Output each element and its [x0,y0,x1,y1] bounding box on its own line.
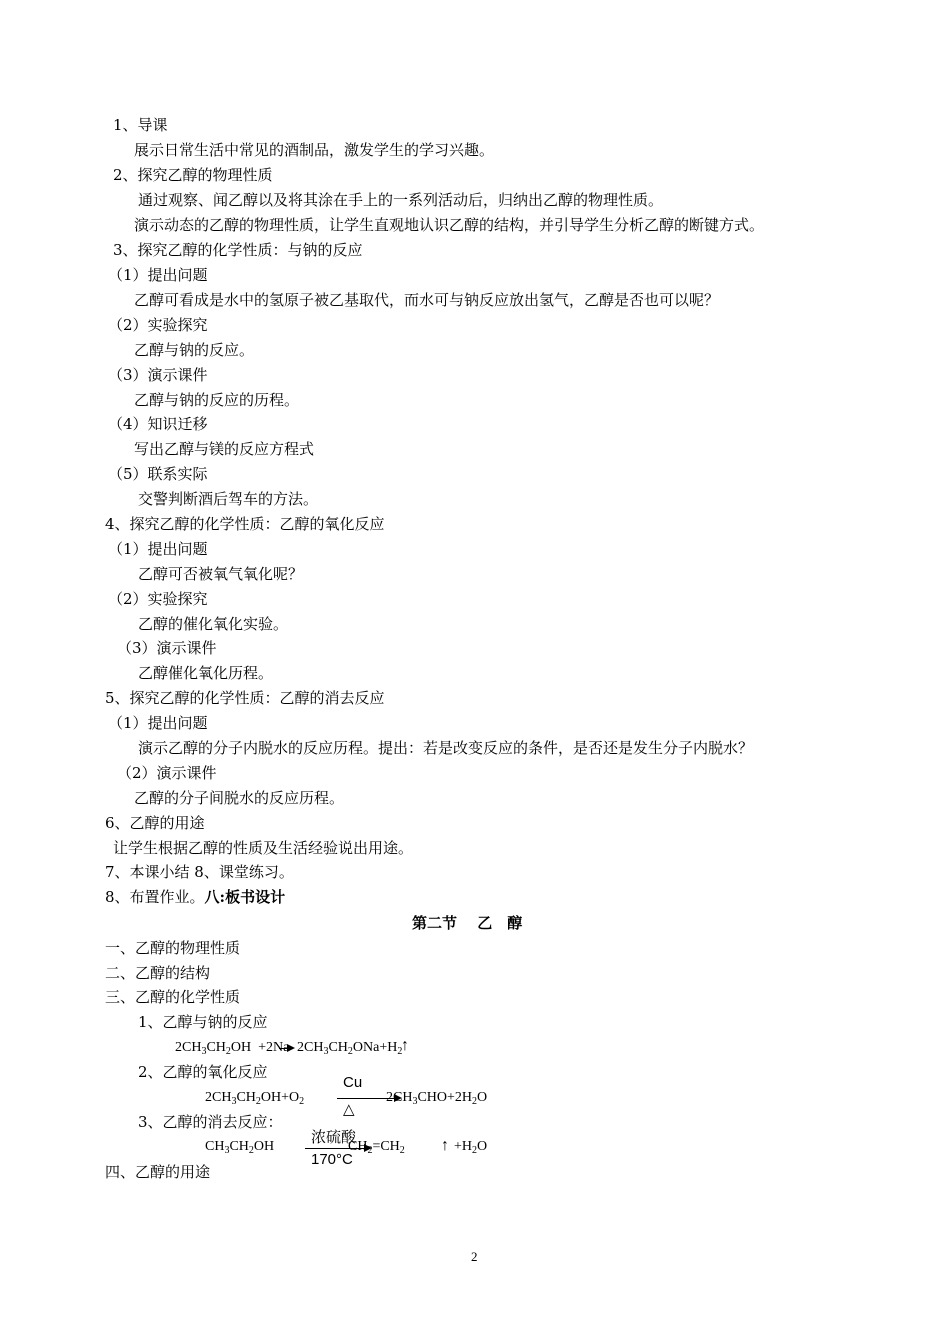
board-subsection-1: 1、乙醇与钠的反应 [138,1013,268,1031]
step-3-sub-1-text: 乙醇可看成是水中的氢原子被乙基取代，而水可与钠反应放出氢气，乙醇是否也可以呢？ [134,291,720,309]
step-5-sub-1-text: 演示乙醇的分子内脱水的反应历程。提出：若是改变反应的条件，是否还是发生分子内脱水？ [138,739,754,757]
step-4-sub-3: （3）演示课件 [117,639,217,657]
reaction-elimination-temperature: 170°C [311,1151,353,1168]
step-4-sub-2: （2）实验探究 [108,590,208,608]
step-5-sub-2-text: 乙醇的分子间脱水的反应历程。 [134,789,345,807]
reaction-oxidation-rhs: $2CH_3CHO+2H_2O$ [386,1090,488,1107]
step-1-heading: 1、导课 [113,116,168,134]
step-8 [105,887,285,907]
gas-up-arrow-icon: ↑ [441,1137,449,1154]
step-4-sub-1-text: 乙醇可否被氧气氧化呢？ [138,565,304,583]
step-7: 7、本课小结 8、课堂练习。 [105,863,294,881]
step-5-sub-2: （2）演示课件 [117,764,217,782]
reaction-sodium-rhs: $2CH_3CH_2ONa+H_2$ [297,1040,403,1057]
reaction-sodium-lhs: $2CH_3CH_2OH +2Na$ [175,1040,290,1057]
reaction-elimination-tail: $+H_2O$ [454,1139,488,1156]
step-4-heading: 4、探究乙醇的化学性质：乙醇的氧化反应 [105,515,385,533]
step-8-text: 8、布置作业。 [105,888,205,906]
step-4-sub-3-text: 乙醇催化氧化历程。 [138,664,274,682]
step-3-sub-4-text: 写出乙醇与镁的反应方程式 [134,440,315,458]
step-5-heading: 5、探究乙醇的化学性质：乙醇的消去反应 [105,689,385,707]
step-2-heading: 2、探究乙醇的物理性质 [113,166,273,184]
step-5-sub-1: （1）提出问题 [108,714,208,732]
board-subsection-2: 2、乙醇的氧化反应 [138,1063,268,1081]
step-3-sub-1: （1）提出问题 [108,266,208,284]
page-number: 2 [471,1249,478,1264]
board-section-3: 三、乙醇的化学性质 [105,988,241,1006]
board-subsection-3: 3、乙醇的消去反应： [138,1113,283,1131]
board-section-4: 四、乙醇的用途 [105,1163,211,1181]
step-3-sub-2-text: 乙醇与钠的反应。 [134,341,255,359]
reaction-oxidation-lhs: $2CH_3CH_2OH+O_2$ [205,1090,305,1107]
gas-up-arrow-icon: ↑ [401,1037,409,1054]
board-design-heading: 八:板书设计 [204,888,286,906]
step-3-sub-5-text: 交警判断酒后驾车的方法。 [138,490,319,508]
board-section-2: 二、乙醇的结构 [105,964,211,982]
step-1-text: 展示日常生活中常见的酒制品，激发学生的学习兴趣。 [134,141,495,159]
step-6-heading: 6、乙醇的用途 [105,814,205,832]
step-3-sub-3: （3）演示课件 [108,366,208,384]
step-3-sub-3-text: 乙醇与钠的反应的历程。 [134,391,300,409]
step-6-text: 让学生根据乙醇的性质及生活经验说出用途。 [113,839,414,857]
step-4-sub-1: （1）提出问题 [108,540,208,558]
reaction-sodium-arrow-icon [287,1044,295,1052]
reaction-oxidation-catalyst: Cu [343,1074,363,1091]
step-2-text-2: 演示动态的乙醇的物理性质，让学生直观地认识乙醇的结构，并引导学生分析乙醇的断键方式。 [134,216,765,234]
reaction-elimination-lhs: $CH_3CH_2OH$ [205,1139,275,1156]
reaction-elimination-rhs: $CH_2=CH_2$ [348,1139,405,1156]
step-3-heading: 3、探究乙醇的化学性质：与钠的反应 [113,241,363,259]
step-3-sub-5: （5）联系实际 [108,465,208,483]
step-4-sub-2-text: 乙醇的催化氧化实验。 [138,615,289,633]
reaction-elimination-catalyst: 浓硫酸 [311,1128,357,1146]
board-title: 第二节 乙 醇 [412,914,523,932]
step-3-sub-2: （2）实验探究 [108,316,208,334]
step-3-sub-4: （4）知识迁移 [108,415,208,433]
step-2-text-1: 通过观察、闻乙醇以及将其涂在手上的一系列活动后，归纳出乙醇的物理性质。 [138,191,664,209]
reaction-oxidation-heat: △ [343,1101,355,1118]
board-section-1: 一、乙醇的物理性质 [105,939,241,957]
